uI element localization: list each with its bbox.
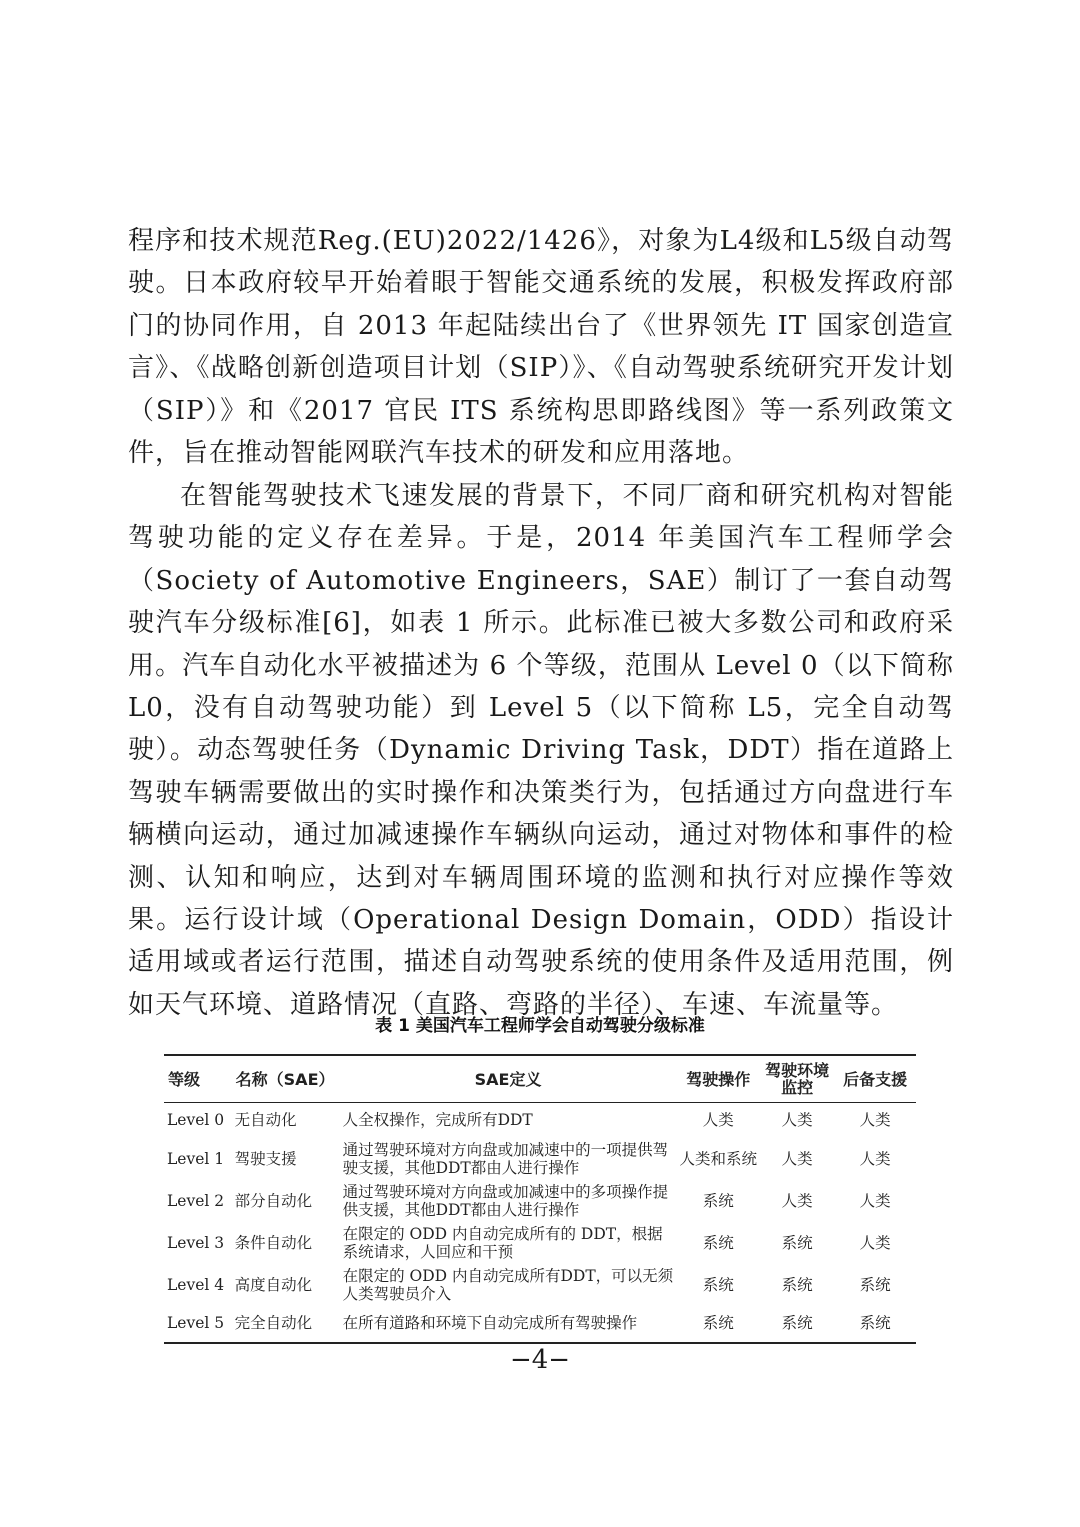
cell-definition: 在限定的 ODD 内自动完成所有DDT，可以无须人类驾驶员介入 — [342, 1267, 674, 1303]
cell-operation: 系统 — [702, 1314, 734, 1333]
cell-operation: 系统 — [702, 1191, 734, 1210]
cell-operation: 人类 — [702, 1111, 734, 1129]
cell-operation: 系统 — [702, 1233, 734, 1252]
cell-level: Level 0 — [167, 1111, 225, 1129]
cell-fallback: 人类 — [859, 1111, 891, 1129]
cell-monitoring: 系统 — [781, 1275, 813, 1294]
cell-name: 部分自动化 — [234, 1191, 313, 1210]
cell-level: Level 2 — [167, 1191, 225, 1210]
cell-monitoring: 人类 — [781, 1149, 813, 1168]
table-row — [164, 1265, 916, 1307]
cell-name: 完全自动化 — [234, 1314, 313, 1333]
cell-definition: 在所有道路和环境下自动完成所有驾驶操作 — [342, 1314, 638, 1333]
cell-definition: 通过驾驶环境对方向盘或加减速中的多项操作提供支援，其他DDT都由人进行操作 — [342, 1183, 669, 1219]
cell-level: Level 1 — [167, 1149, 225, 1168]
table-row — [164, 1223, 916, 1265]
cell-level: Level 3 — [167, 1233, 225, 1252]
cell-monitoring: 人类 — [781, 1111, 813, 1129]
cell-name: 驾驶支援 — [234, 1149, 297, 1168]
body-paragraph: 程序和技术规范Reg.(EU)2022/1426》，对象为L4级和L5级自动驾驶。日本政府较早开始着眼于智能交通系统的发展，积极发挥政府部门的协同作用，自 2013 年起陆续出台了《世界领先 IT 国家创造宣言》、《战略创新创造项目计划（SIP）》、《自动驾驶系统研究开发计划（SIP）》和《2017 官民 ITS 系统构思即路线图》等一系列政策文件，旨在推动智能网联汽车技术的研发和应用落地。 — [128, 226, 954, 469]
cell-level: Level 5 — [167, 1314, 225, 1333]
table-row — [164, 1139, 916, 1181]
table-header-row — [164, 1055, 916, 1103]
cell-operation: 人类和系统 — [679, 1149, 758, 1168]
table-row — [164, 1181, 916, 1223]
cell-fallback: 人类 — [859, 1233, 891, 1252]
cell-definition: 人全权操作，完成所有DDT — [342, 1111, 533, 1129]
table-row — [164, 1103, 916, 1139]
header-operation: 驾驶操作 — [677, 1055, 761, 1103]
cell-definition: 通过驾驶环境对方向盘或加减速中的一项提供驾驶支援，其他DDT都由人进行操作 — [342, 1141, 669, 1177]
cell-name: 无自动化 — [234, 1111, 297, 1129]
sae-levels-table — [164, 1054, 916, 1344]
cell-monitoring: 人类 — [781, 1191, 813, 1210]
cell-fallback: 系统 — [859, 1314, 891, 1333]
cell-definition: 在限定的 ODD 内自动完成所有的 DDT，根据系统请求，人回应和干预 — [342, 1225, 663, 1261]
header-fallback: 后备支援 — [834, 1055, 916, 1103]
cell-operation: 系统 — [702, 1275, 734, 1294]
cell-name: 高度自动化 — [234, 1275, 313, 1294]
header-monitoring: 驾驶环境监控 — [760, 1055, 834, 1103]
header-name: 名称（SAE） — [232, 1055, 340, 1103]
cell-level: Level 4 — [167, 1275, 225, 1294]
body-paragraph: 在智能驾驶技术飞速发展的背景下，不同厂商和研究机构对智能驾驶功能的定义存在差异。于是，2014 年美国汽车工程师学会（Society of Automotive Engineers，SAE）制订了一套自动驾驶汽车分级标准[6]，如表 1 所示。此标准已被大多数公司和政府采用。汽车自动化水平被描述为 6 个等级，范围从 Level 0（以下简称 L0，没有自动驾驶功能）到 Level 5（以下简称 L5，完全自动驾驶）。动态驾驶任务（Dynamic Driving Task，DDT）指在道路上驾驶车辆需要做出的实时操作和决策类行为，包括通过方向盘进行车辆横向运动，通过加减速操作车辆纵向运动，通过对物体和事件的检测、认知和响应，达到对车辆周围环境的监测和执行对应操作等效果。运行设计域（Operational Design Domain，ODD）指设计适用域或者运行范围，描述自动驾驶系统的使用条件及适用范围，例如天气环境、道路情况（直路、弯路的半径）、车速、车流量等。 — [128, 481, 954, 1020]
table-caption: 表 1 美国汽车工程师学会自动驾驶分级标准 — [375, 1016, 705, 1036]
cell-fallback: 人类 — [859, 1149, 891, 1168]
cell-monitoring: 系统 — [781, 1233, 813, 1252]
table-row — [164, 1307, 916, 1343]
header-level: 等级 — [164, 1055, 232, 1103]
cell-fallback: 系统 — [859, 1275, 891, 1294]
page-number: −4− — [509, 1345, 571, 1375]
header-definition: SAE定义 — [340, 1055, 677, 1103]
cell-monitoring: 系统 — [781, 1314, 813, 1333]
cell-name: 条件自动化 — [234, 1233, 313, 1252]
cell-fallback: 人类 — [859, 1191, 891, 1210]
